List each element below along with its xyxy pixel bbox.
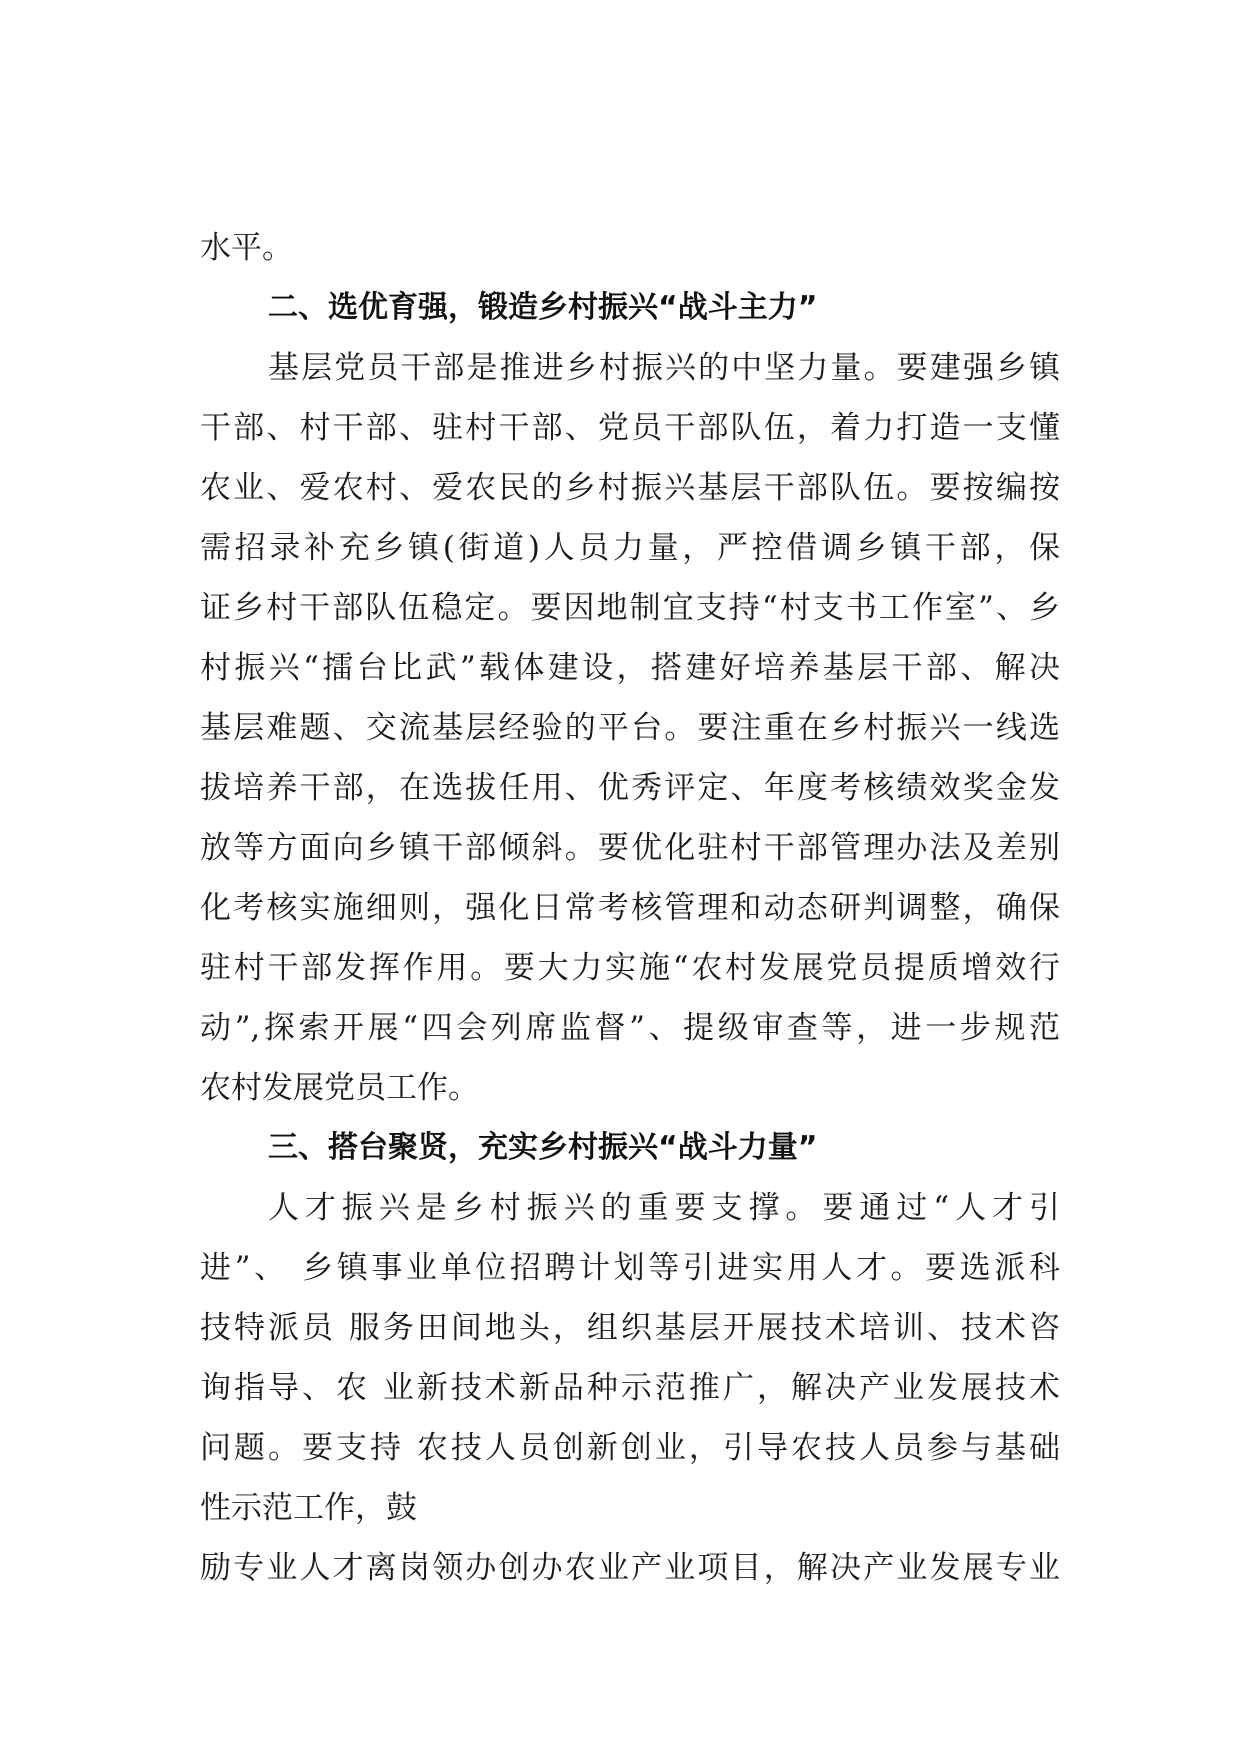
paragraph-line: 驻村干部发挥作用。要大力实施“农村发展党员提质增效行 [200, 950, 1060, 986]
paragraph-line: 人才振兴是乡村振兴的重要支撑。要通过“人才引 [268, 1190, 1060, 1226]
paragraph-line: 基层党员干部是推进乡村振兴的中坚力量。要建强乡镇 [268, 350, 1060, 386]
paragraph-line: 动”,探索开展“四会列席监督”、提级审查等，进一步规范 [200, 1010, 1060, 1046]
paragraph-line: 需招录补充乡镇(街道)人员力量，严控借调乡镇干部，保 [200, 530, 1060, 566]
paragraph-line: 性示范工作，鼓 [200, 1490, 417, 1526]
paragraph-line: 化考核实施细则，强化日常考核管理和动态研判调整，确保 [200, 890, 1060, 926]
paragraph-line: 基层难题、交流基层经验的平台。要注重在乡村振兴一线选 [200, 710, 1060, 746]
paragraph-line: 询指导、农 业新技术新品种示范推广，解决产业发展技术 [200, 1370, 1060, 1406]
paragraph-line: 问题。要支持 农技人员创新创业，引导农技人员参与基础 [200, 1430, 1060, 1466]
paragraph-line: 村振兴“擂台比武”载体建设，搭建好培养基层干部、解决 [200, 650, 1060, 686]
paragraph-line: 农村发展党员工作。 [200, 1070, 479, 1106]
paragraph-line: 放等方面向乡镇干部倾斜。要优化驻村干部管理办法及差别 [200, 830, 1060, 866]
paragraph-line: 技特派员 服务田间地头，组织基层开展技术培训、技术咨 [200, 1310, 1060, 1346]
paragraph-line: 农业、爱农村、爱农民的乡村振兴基层干部队伍。要按编按 [200, 470, 1060, 506]
paragraph-line: 证乡村干部队伍稳定。要因地制宜支持“村支书工作室”、乡 [200, 590, 1060, 626]
paragraph-line: 进”、 乡镇事业单位招聘计划等引进实用人才。要选派科 [200, 1250, 1060, 1286]
paragraph-line: 励专业人才离岗领办创办农业产业项目，解决产业发展专业 [200, 1550, 1060, 1586]
paragraph-line: 干部、村干部、驻村干部、党员干部队伍，着力打造一支懂 [200, 410, 1060, 446]
paragraph-line: 拔培养干部，在选拔任用、优秀评定、年度考核绩效奖金发 [200, 770, 1060, 806]
intro-tail-text: 水平。 [200, 230, 293, 266]
section3-heading: 三、搭台聚贤，充实乡村振兴“战斗力量” [268, 1130, 818, 1165]
section2-heading: 二、选优育强，锻造乡村振兴“战斗主力” [268, 290, 818, 325]
